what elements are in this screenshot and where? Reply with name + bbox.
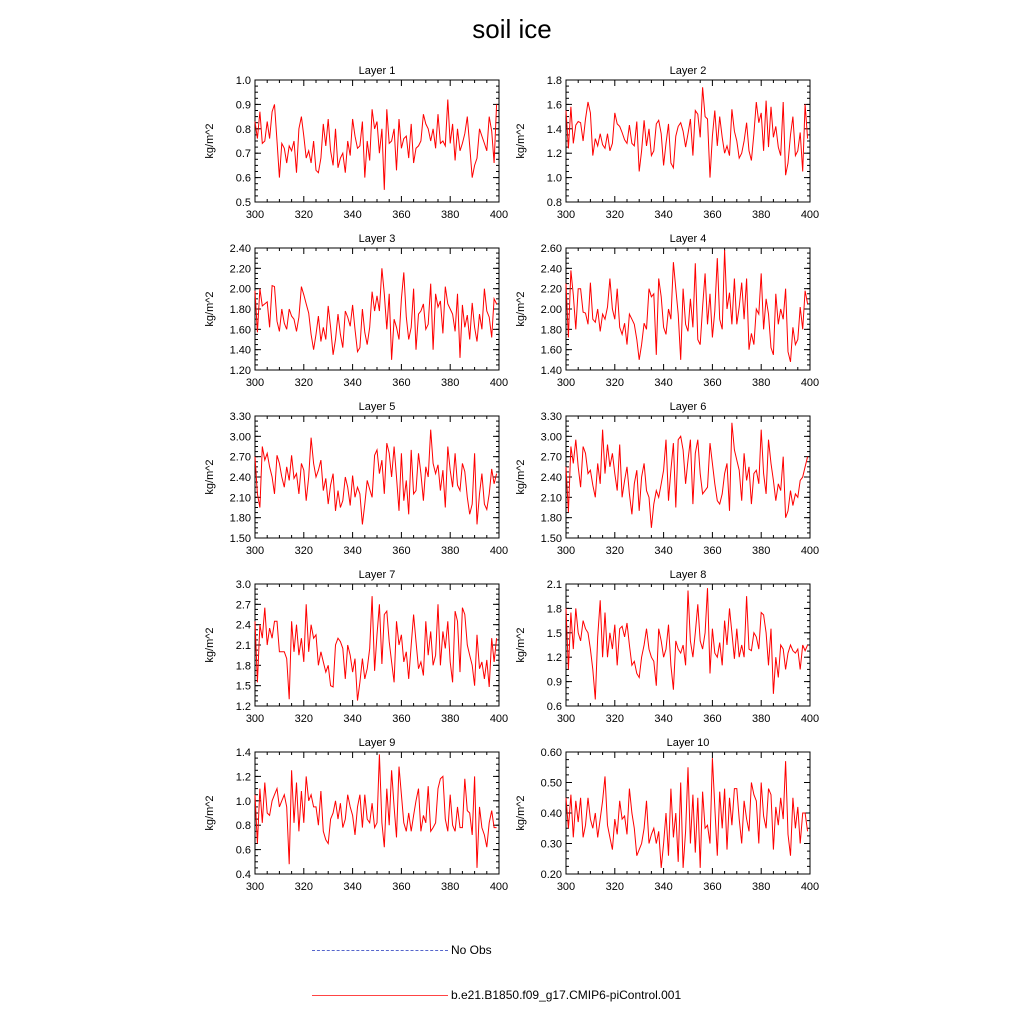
- y-tick-label: 0.4: [235, 869, 251, 881]
- series-line: [255, 100, 497, 190]
- x-tick-label: 360: [392, 377, 411, 389]
- y-tick-label: 2.4: [235, 619, 251, 632]
- chart-panel-10: [515, 737, 819, 893]
- y-tick-label: 0.6: [546, 701, 562, 713]
- legend-no-obs-line: [312, 950, 448, 951]
- series-line: [566, 87, 808, 177]
- y-tick-label: 0.9: [235, 99, 251, 112]
- y-axis-label: kg/m^2: [204, 459, 216, 495]
- y-tick-label: 1.4: [546, 123, 562, 136]
- y-tick-label: 3.0: [235, 579, 251, 591]
- x-tick-label: 300: [556, 377, 576, 389]
- chart-panel-4: [515, 233, 819, 389]
- chart-panel-5: [204, 401, 508, 557]
- x-tick-label: 320: [605, 209, 624, 221]
- series-line: [255, 268, 497, 360]
- y-tick-label: 1.80: [540, 512, 562, 525]
- x-tick-label: 340: [654, 545, 673, 557]
- x-tick-label: 380: [441, 377, 460, 389]
- y-tick-label: 0.30: [540, 838, 562, 851]
- x-tick-label: 380: [441, 545, 460, 557]
- page-title: soil ice: [472, 14, 552, 44]
- plot-frame: [566, 80, 810, 202]
- y-tick-label: 0.9: [546, 676, 562, 689]
- x-tick-label: 380: [752, 545, 771, 557]
- x-tick-label: 340: [343, 377, 362, 389]
- chart-panel-8: [515, 569, 819, 725]
- panel-title: Layer 10: [666, 737, 710, 749]
- y-tick-label: 0.40: [540, 808, 562, 820]
- x-tick-label: 400: [800, 377, 820, 389]
- y-tick-label: 0.20: [540, 869, 562, 881]
- y-tick-label: 1.2: [546, 148, 562, 161]
- legend-no-obs-label: No Obs: [451, 943, 492, 957]
- series-line: [566, 588, 808, 699]
- y-axis-label: kg/m^2: [515, 459, 527, 495]
- x-tick-label: 380: [441, 713, 460, 725]
- legend-series-line: [312, 995, 448, 996]
- x-tick-label: 380: [752, 209, 771, 221]
- y-tick-label: 1.0: [235, 795, 251, 808]
- y-tick-label: 2.1: [546, 579, 562, 591]
- y-tick-label: 2.40: [540, 263, 562, 276]
- y-axis-label: kg/m^2: [515, 291, 527, 327]
- y-tick-label: 3.00: [540, 431, 562, 444]
- x-tick-label: 400: [800, 545, 820, 557]
- y-tick-label: 1.40: [540, 365, 562, 377]
- y-tick-label: 1.2: [546, 652, 562, 665]
- panel-title: Layer 6: [669, 401, 707, 413]
- y-tick-label: 2.20: [229, 263, 251, 276]
- y-tick-label: 0.6: [235, 844, 251, 857]
- y-tick-label: 0.8: [235, 820, 251, 833]
- y-tick-label: 1.8: [235, 660, 251, 673]
- x-tick-label: 340: [654, 377, 673, 389]
- plot-frame: [255, 80, 499, 202]
- series-line: [566, 250, 808, 362]
- x-tick-label: 300: [556, 545, 576, 557]
- x-tick-label: 360: [703, 713, 722, 725]
- x-tick-label: 340: [343, 209, 362, 221]
- y-tick-label: 2.60: [540, 243, 562, 255]
- plot-frame: [255, 584, 499, 706]
- y-axis-label: kg/m^2: [515, 123, 527, 159]
- y-axis-label: kg/m^2: [204, 627, 216, 663]
- series-line: [566, 423, 808, 528]
- x-tick-label: 360: [703, 881, 722, 893]
- panel-title: Layer 8: [669, 569, 707, 581]
- y-axis-label: kg/m^2: [515, 627, 527, 663]
- x-tick-label: 360: [392, 545, 411, 557]
- series-line: [255, 596, 497, 700]
- x-tick-label: 320: [605, 881, 624, 893]
- x-tick-label: 400: [800, 209, 820, 221]
- y-tick-label: 1.5: [546, 627, 562, 640]
- x-tick-label: 320: [605, 377, 624, 389]
- panel-title: Layer 4: [669, 233, 707, 245]
- panel-title: Layer 1: [358, 65, 396, 77]
- x-tick-label: 300: [245, 545, 265, 557]
- x-tick-label: 360: [703, 377, 722, 389]
- x-tick-label: 320: [294, 545, 313, 557]
- x-tick-label: 380: [752, 377, 771, 389]
- x-tick-label: 400: [800, 881, 820, 893]
- y-tick-label: 2.70: [229, 451, 251, 464]
- x-tick-label: 340: [343, 881, 362, 893]
- x-tick-label: 400: [489, 209, 509, 221]
- x-tick-label: 300: [245, 209, 265, 221]
- panel-title: Layer 3: [358, 233, 396, 245]
- y-axis-label: kg/m^2: [515, 795, 527, 831]
- y-tick-label: 2.7: [235, 599, 251, 612]
- y-tick-label: 2.10: [540, 492, 562, 505]
- y-tick-label: 1.6: [546, 99, 562, 112]
- y-tick-label: 3.00: [229, 431, 251, 444]
- x-tick-label: 300: [245, 713, 265, 725]
- x-tick-label: 360: [703, 209, 722, 221]
- x-tick-label: 320: [605, 713, 624, 725]
- legend-series-label: b.e21.B1850.f09_g17.CMIP6-piControl.001: [451, 988, 682, 1002]
- y-tick-label: 3.30: [540, 411, 562, 423]
- y-tick-label: 1.40: [229, 344, 251, 357]
- x-tick-label: 320: [605, 545, 624, 557]
- series-line: [255, 754, 497, 868]
- chart-panel-7: [204, 569, 508, 725]
- y-tick-label: 0.7: [235, 148, 251, 161]
- y-tick-label: 1.20: [229, 365, 251, 377]
- x-tick-label: 320: [294, 377, 313, 389]
- y-tick-label: 1.60: [540, 344, 562, 357]
- y-tick-label: 1.2: [235, 771, 251, 784]
- x-tick-label: 300: [556, 713, 576, 725]
- x-tick-label: 380: [441, 881, 460, 893]
- y-tick-label: 1.4: [235, 747, 251, 759]
- x-tick-label: 320: [294, 209, 313, 221]
- y-axis-label: kg/m^2: [204, 795, 216, 831]
- chart-panel-1: [204, 65, 508, 221]
- x-tick-label: 380: [441, 209, 460, 221]
- y-tick-label: 2.00: [229, 283, 251, 296]
- y-tick-label: 1.50: [229, 533, 251, 545]
- panel-title: Layer 5: [358, 401, 396, 413]
- y-tick-label: 1.50: [540, 533, 562, 545]
- y-tick-label: 2.20: [540, 283, 562, 296]
- y-tick-label: 3.30: [229, 411, 251, 423]
- y-tick-label: 1.80: [229, 512, 251, 525]
- x-tick-label: 300: [245, 377, 265, 389]
- series-line: [566, 758, 808, 868]
- series-line: [255, 430, 497, 525]
- y-tick-label: 2.1: [235, 640, 251, 652]
- x-tick-label: 360: [392, 209, 411, 221]
- y-tick-label: 1.0: [546, 172, 562, 185]
- x-tick-label: 300: [556, 209, 576, 221]
- x-tick-label: 380: [752, 881, 771, 893]
- chart-panel-2: [515, 65, 819, 221]
- x-tick-label: 400: [489, 377, 509, 389]
- x-tick-label: 360: [392, 881, 411, 893]
- x-tick-label: 400: [489, 881, 509, 893]
- x-tick-label: 340: [654, 713, 673, 725]
- x-tick-label: 400: [489, 545, 509, 557]
- panel-title: Layer 2: [669, 65, 707, 77]
- y-tick-label: 2.00: [540, 304, 562, 316]
- x-tick-label: 300: [556, 881, 576, 893]
- y-tick-label: 0.50: [540, 777, 562, 790]
- y-tick-label: 1.60: [229, 324, 251, 337]
- plot-frame: [255, 416, 499, 538]
- x-tick-label: 360: [392, 713, 411, 725]
- y-tick-label: 1.80: [229, 304, 251, 316]
- y-tick-label: 0.6: [235, 172, 251, 185]
- y-tick-label: 1.5: [235, 680, 251, 693]
- y-tick-label: 0.5: [235, 197, 251, 209]
- y-tick-label: 1.8: [546, 603, 562, 616]
- chart-panel-9: [204, 737, 508, 893]
- x-tick-label: 400: [800, 713, 820, 725]
- y-axis-label: kg/m^2: [204, 123, 216, 159]
- chart-panel-3: [204, 233, 508, 389]
- y-tick-label: 1.80: [540, 324, 562, 337]
- y-tick-label: 2.40: [540, 472, 562, 484]
- x-tick-label: 340: [654, 209, 673, 221]
- x-tick-label: 340: [343, 545, 362, 557]
- y-tick-label: 0.60: [540, 747, 562, 759]
- y-tick-label: 2.40: [229, 243, 251, 255]
- y-tick-label: 0.8: [235, 123, 251, 136]
- y-tick-label: 1.8: [546, 75, 562, 87]
- panel-title: Layer 7: [358, 569, 396, 581]
- x-tick-label: 340: [654, 881, 673, 893]
- x-tick-label: 380: [752, 713, 771, 725]
- y-tick-label: 2.10: [229, 492, 251, 505]
- y-tick-label: 2.70: [540, 451, 562, 464]
- x-tick-label: 300: [245, 881, 265, 893]
- y-tick-label: 0.8: [546, 197, 562, 209]
- panel-title: Layer 9: [358, 737, 396, 749]
- x-tick-label: 320: [294, 881, 313, 893]
- y-tick-label: 1.2: [235, 701, 251, 713]
- y-tick-label: 1.0: [235, 75, 251, 87]
- x-tick-label: 340: [343, 713, 362, 725]
- y-tick-label: 2.40: [229, 472, 251, 484]
- chart-panel-6: [515, 401, 819, 557]
- x-tick-label: 320: [294, 713, 313, 725]
- x-tick-label: 360: [703, 545, 722, 557]
- y-axis-label: kg/m^2: [204, 291, 216, 327]
- x-tick-label: 400: [489, 713, 509, 725]
